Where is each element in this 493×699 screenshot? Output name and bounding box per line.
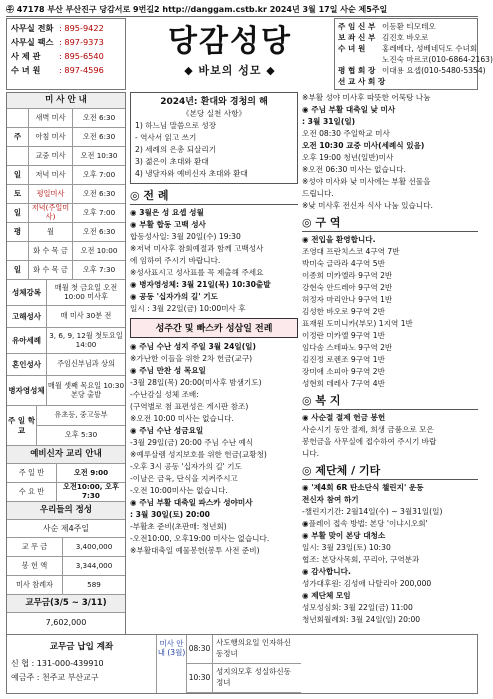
staff-row: 보 좌 신 부 김진호 바오로 [338,33,429,42]
holy-week-banner: 성주간 및 빠스카 성삼일 전례 [130,318,298,338]
offerings-title: 우리들의 정성 [7,502,125,520]
notice-row: 성체강복 매월 첫 금요일 오전 10:00 미사후 [7,280,125,306]
offerings-week: 사순 제4주일 [7,520,125,538]
parish-title: 당감성당 [168,24,292,59]
intention-row: 08:30 사도행의요일 인자하신동정녀 [187,635,301,664]
schedule-row: 화 수 목 금 오전 10:00 [7,242,125,261]
bottom-bar [6,634,478,694]
offering-row: 교 무 금 3,400,000 [7,538,125,557]
office-row: 사 제 관 : 895-6540 [11,51,104,61]
schedule-row: 주 아침 미사 오전 6:30 [7,128,125,147]
sunday-school-row: 주 일 학 교 유초등, 중고등부 오후 5:30 [7,406,125,446]
staff-row: 평 협 회 장 이대용 요셉(010-5480-5354) [338,66,486,75]
catechumen-row: 주 일 반 오전 9:00 [7,464,125,483]
year-theme-box: 2024년: 환대와 경청의 해 《본당 실천 사항》 1) 하느님 말씀으로 성장 - 역사서 읽고 쓰기 2) 세례의 은총 되살리기 3) 젊은이 초대와 환대 4) 냉담자와 예비신자 초대와 환대 [130,92,298,184]
notice-row: 고해성사 매 미사 30분 전 [7,306,125,328]
schedule-row: 일 화 수 목 금 오후 7:30 [7,261,125,280]
schedule-row: 새벽 미사 오전 6:30 [7,109,125,128]
staff-row: 선 교 사 회 장 [338,77,386,86]
liturgy-heading: ◎ 전 례 [130,187,298,205]
mass-schedule-column [6,92,126,694]
offering-row: 미사 참례자 589 [7,576,125,595]
catechumen-title: 예비신자 교리 안내 [7,446,125,464]
staff-row: 주 임 신 부 이동환 티모테오 [338,22,436,31]
catechumen-row: 수 요 반 오전10:00, 오후7:30 [7,483,125,502]
staff-row: 노진숙 마르코(010-6864-2163) [382,55,493,64]
notice-row: 유아세례 3, 6, 9, 12월 첫토요일 14:00 [7,328,125,354]
offering-row: 봉 헌 액 3,344,000 [7,557,125,576]
notice-row: 혼인성사 주임신부님과 상의 [7,354,125,376]
schedule-row: 평 월 오전 6:30 [7,223,125,242]
schedule-row: 토 평일미사 오전 6:30 [7,185,125,204]
account-box: 교무금 납입 계좌 신 협 : 131-000-439910 예금주 : 천주교 부산교구 [7,635,157,693]
dues-title: 교무금(3/5 ~ 3/11) [7,595,125,613]
intention-row: 10:30 성지의모후 성실하신동정녀 [187,664,301,693]
mass-intention-rows [187,635,301,693]
mass-intention-label: 미사 안내 (3월) [157,635,187,693]
office-row: 수 녀 원 : 897-4596 [11,65,104,75]
district-heading: ◎ 구 역 [302,214,478,232]
office-row: 사무실 팩스 : 897-9373 [11,37,104,47]
notice-row: 병자영성체 매월 셋째 목요일 10:30 본당 출발 [7,376,125,406]
mass-schedule-title: 미 사 안 내 [7,93,125,109]
dues-value: 7,602,000 [45,618,87,628]
liturgy-column: 2024년: 환대와 경청의 해 《본당 실천 사항》 1) 하느님 말씀으로 성장 - 역사서 읽고 쓰기 2) 세례의 은총 되살리기 3) 젊은이 초대와 환대 4) 냉담자와 예비신자 초대와 환대 ◎ 전 례 ◉ 3월은 성 요셉 성월 ◉ 부활 합동 고백 성사 합동성사일: 3월 20일(수) 19:30 ※저녁 미사후 참회예절과 함께 고백성사 에 임하여 주시기 바랍니다. ※성사표시고 성사표를 꼭 제출해 주세요 ◉ 병자영성체: 3월 21일(목) 10:30출발 ◉ 공동 '십자가의 길' 기도 일시 : 3월 22일(금) 10:00미사 후 성주간 및 빠스카 성삼일 전례 ◉ 주님 수난 성지 주일 3월 24일(일) ※가난한 이들을 위한 2차 헌금(교구) ◉ 주님 만찬 성 목요일 -3월 28일(목) 20:00(미사후 밤샘기도) -수난감실 성체 조배: (구역별로 첨 표편성은 게시판 참조) ※오전 10:00 미사는 없습니다. ◉ 주님 수난 성금요일 -3월 29일(금) 20:00 주님 수난 예식 ※예루살렘 성지보호를 위한 헌금(교황청) -오후 3시 공동 '십자가의 길' 기도 -이날은 금육, 단식을 지켜주시고 -오전 10:00미사는 없습니다. ◉ 주님 부활 대축일 파스카 성야미사 : 3월 30일(토) 20:00 -부활초 준비(초판매: 청년회) -오전10:00, 오후19:00 미사는 없습니다. ※부활대축일 예물봉헌(봉투 사전 준비) [130,92,298,694]
news-column: ※부활 성야 미사후 따뜻한 어묵탕 나눔 ◉ 주님 부활 대축일 낮 미사 : 3월 31일(일) 오전 08:30 주일학교 미사 오전 10:30 교중 미사(세례식 있음) 오후 19:00 청년(일반)미사 ※오전 06:30 미사는 없습니다. ※성야 미사와 낮 미사에는 부활 선물을 드립니다. ※낮 미사후 전신자 식사 나눔 있습니다. ◎ 구 역 ◉ 전입을 환영합니다. 조영대 프란치스코 4구역 7반 박미숙 글라라 4구역 5반 이종희 미카엘라 9구역 2반 강현숙 안드레아 9구역 2반 허정자 마리안나 9구역 1반 김성한 바오로 9구역 2반 표재원 도미니카(부모) 1지역 1반 이정란 미카엘 9구역 1반 임다솜 스테파노 9구역 2반 김진정 로렌조 9구역 1반 장미애 소피아 9구역 2반 성현희 데레사 7구역 4반 ◎ 복 지 ◉ 사순절 절제 헌금 봉헌 사순시기 동안 절제, 희생 금품으로 모은 봉헌금을 사무실에 접수하여 주시기 바랍 니다. ◎ 제단체 / 기타 ◉ '제4회 6R 탄소단식 챌린지' 운동 전신자 참여 하기 -챌린지기간: 2월14일(수) ~ 3월31일(일) ◉플레이 접속 방법: 본당 '이냐시오회' ◉ 부활 맞이 본당 대청소 일시: 3월 23일(토) 10:30 협조: 본당사목회, 꾸리아, 구역분과 ◉ 감사합니다. 성가대후원: 김성애 나탈리아 200,000 ◉ 제단체 모임 성모성심회: 3월 22일(금) 11:00 청년회월례회: 3월 24일(일) 20:00 [302,92,478,694]
parish-subtitle: ◆ 바보의 성모 ◆ [184,64,276,77]
staff-box [334,18,493,90]
schedule-row: 교중 미사 오전 10:30 [7,147,125,166]
parish-logo [130,22,330,88]
page-header: ㉾ 47178 부산 부산진구 당감서로 9번길2 http://danggam.cstb.kr 2024년 3월 17일 사순 제5주일 [6,3,478,17]
office-row: 사무실 전화 : 895-9422 [11,23,104,33]
groups-heading: ◎ 제단체 / 기타 [302,462,478,480]
schedule-row: 일 저녁(주일미사) 오후 7:00 [7,204,125,223]
welfare-heading: ◎ 복 지 [302,392,478,410]
staff-row: 수 녀 원 홍레베다, 성베네딕도 수녀회 [338,44,478,53]
schedule-row: 일 저녁 미사 오후 7:00 [7,166,125,185]
office-contacts [6,18,126,90]
